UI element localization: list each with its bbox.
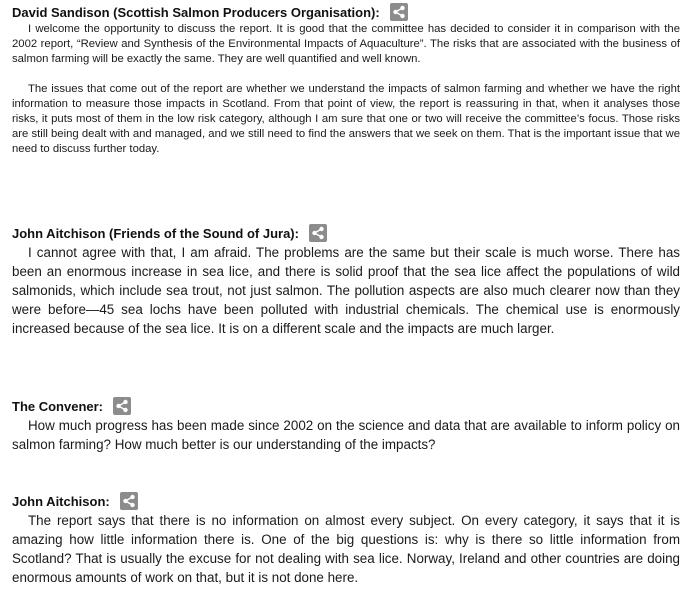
speech-john-aitchison-2 [12,491,680,587]
speech-convener [12,396,680,454]
share-icon [392,5,406,19]
speaker-line [12,223,680,243]
speaker-line [12,2,680,22]
speech-paragraph: I welcome the opportunity to discuss the report. It is good that the committee has decided to consider it in comparison with the 2002 report, “Review and Synthesis of the Environmental Impacts of Aquaculture”. The risks that are associated with the business of salmon farming will be exactly the same. They are well quantified and well known. [12,23,680,65]
share-button[interactable] [390,3,408,21]
speech-paragraph: The issues that come out of the report are whether we understand the impacts of salmon farming and whether we have the right information to measure those impacts in Scotland. From that point of view, the report is reassuring in that, when it analyses those risks, it puts most of them in the low risk category, although I am sure that one or two will receive the committee’s focus. Those risks are still being dealt with and managed, and we still need to find the answers that we seek on them. That is the important issue that we need to discuss further today. [12,83,680,155]
speech-paragraph: I cannot agree with that, I am afraid. The problems are the same but their scale is much worse. There has been an enormous increase in sea lice, and there is solid proof that the sea lice affect the populations of wild salmonids, which include sea trout, not just salmon. The pollution aspects are also much clearer now than they were before—45 sea lochs have been polluted with industrial chemicals. The chemical use is enormously increased because of the sea lice. It is on a different scale and the impacts are much larger. [12,245,680,336]
share-button[interactable] [309,224,327,242]
speaker-line [12,491,680,511]
speech-david-sandison [12,2,680,157]
speech-john-aitchison-1 [12,223,680,338]
speaker-name: David Sandison (Scottish Salmon Producers Organisation): [12,4,380,20]
share-icon [115,399,129,413]
share-button[interactable] [113,397,131,415]
share-icon [122,494,136,508]
speaker-line [12,396,680,416]
speech-paragraph: How much progress has been made since 2002 on the science and data that are available to inform policy on salmon farming? How much better is our understanding of the impacts? [12,418,680,452]
speaker-name: John Aitchison (Friends of the Sound of Jura): [12,225,299,241]
share-button[interactable] [120,492,138,510]
speaker-name: The Convener: [12,398,104,414]
speech-paragraph: The report says that there is no information on almost every subject. On every category, it says that it is amazing how little information there is. One of the big questions is: why is there so little information from Scotland? That is usually the excuse for not dealing with sea lice. Norway, Ireland and other countries are doing enormous amounts of work on that, but it is not done here. [12,513,680,585]
share-icon [311,226,325,240]
speaker-name: John Aitchison: [12,493,110,509]
